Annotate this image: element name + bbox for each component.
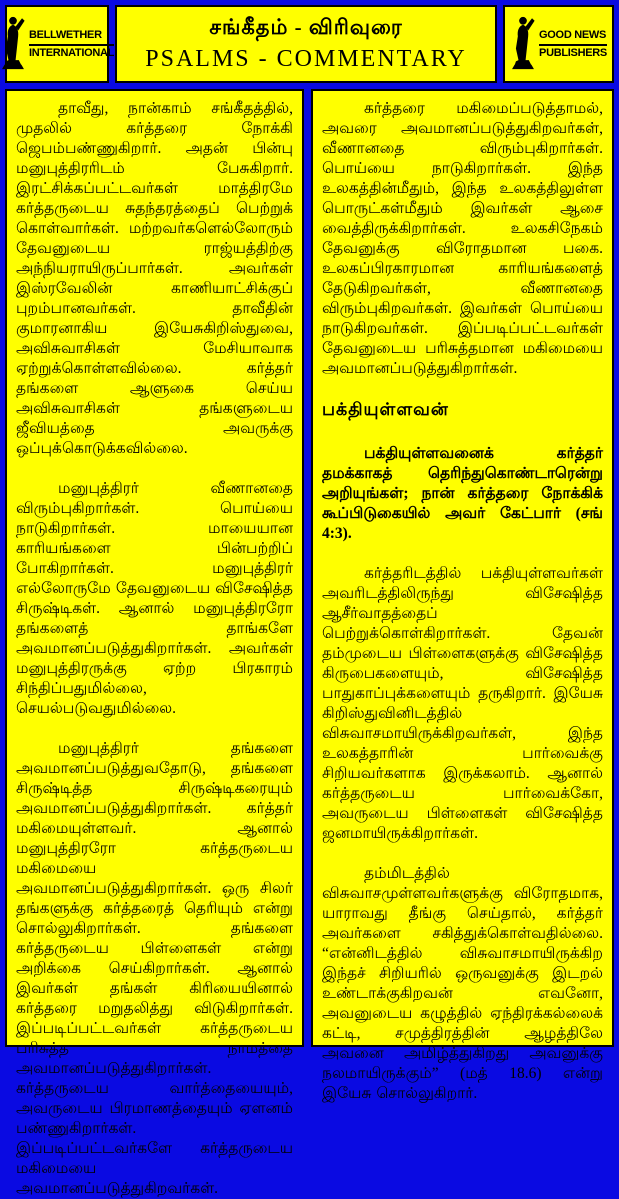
section-heading-devout: பக்தியுள்ளவன் <box>322 399 449 419</box>
left-paragraph-3: மனுபுத்திரர் தங்களை அவமானப்படுத்துவதோடு, தங்களை சிருஷ்டித்த சிருஷ்டிகரையும் அவமானப்படுத்துகிறார்கள். கர்த்தர் மகிமையுள்ளவர். ஆனால் மனுபுத்திரரோ கர்த்தருடைய மகிமையை அவமானப்படுத்துகிறார்கள். ஒரு சிலர் தங்களுக்கு கர்த்தரைத் தெரியும் என்று சொல்லுகிறார்கள். தங்களை கர்த்தருடைய பிள்ளைகள் என்று அறிக்கை செய்கிறார்கள். ஆனால் இவர்கள் தங்கள் கிரியையினால் கர்த்தரை மறுதலித்து விடுகிறார்கள். இப்படிப்பட்டவர்கள் கர்த்தருடைய பரிசுத்த நாமத்தை அவமானப்படுத்துகிறார்கள். கர்த்தருடைய வார்த்தையையும், அவருடைய பிரமாணத்தையும் ஏளனம் பண்ணுகிறார்கள். இப்படிப்பட்டவர்களே கர்த்தருடைய மகிமையை அவமானப்படுத்துகிறவர்கள். <box>16 740 293 1197</box>
right-paragraph-1: கர்த்தரிடத்தில் பக்தியுள்ளவர்கள் அவரிடத்திலிருந்து விசேஷித்த ஆசீர்வாதத்தைப் பெற்றுக்கொள்கிறார்கள். தேவன் தம்முடைய பிள்ளைகளுக்கு விசேஷித்த கிருபைகளையும், விசேஷித்த பாதுகாப்புக்களையும் தருகிறார். இயேசு கிறிஸ்துவினிடத்தில் விசுவாசமாயிருக்கிறவர்கள், இந்த உலகத்தாரின் பார்வைக்கு சிறியவர்களாக இருக்கலாம். ஆனால் கர்த்தருடைய பார்வைக்கோ, அவருடைய பிள்ளைகள் விசேஷித்த ஜனமாயிருக்கிறார்கள். <box>322 565 603 842</box>
right-paragraph-intro: கர்த்தரை மகிமைப்படுத்தாமல், அவரை அவமானப்படுத்துகிறவர்கள், வீணானதை விரும்புகிறார்கள். பொய்யை நாடுகிறார்கள். இந்த உலகத்தின்மீதும், இந்த உலகத்திலுள்ள பொருட்கள்மீதும் இவர்கள் ஆசை வைத்திருக்கிறார்கள். உலகசிநேகம் தேவனுக்கு விரோதமான பகை. உலகப்பிரகாரமான காரியங்களைத் தேடுகிறவர்கள், வீணானதை விரும்புகிறவர்கள். இவர்கள் பொய்யை நாடுகிறவர்கள். இப்படிப்பட்டவர்கள் தேவனுடைய பரிசுத்தமான மகிமையை அவமானப்படுத்துகிறார்கள். <box>322 100 603 377</box>
goodnews-logo-text <box>539 28 607 60</box>
page-title-english: PSALMS - COMMENTARY <box>145 46 467 72</box>
bellwether-logo-line1: BELLWETHER <box>29 28 114 45</box>
right-text-column <box>311 89 614 1102</box>
goodnews-logo <box>503 5 614 83</box>
goodnews-logo-line1: GOOD NEWS <box>539 28 607 45</box>
bellwether-logo-line2: INTERNATIONAL <box>28 46 115 59</box>
psalm-quote: பக்தியுள்ளவனைக் கர்த்தர் தமக்காகத் தெரிந்துகொண்டாரென்று அறியுங்கள்; நான் கர்த்தரை நோக்கிக் கூப்பிடுகையில் அவர் கேட்பார் (சங் 4:3). <box>322 445 603 542</box>
left-paragraph-1: தாவீது, நான்காம் சங்கீதத்தில், முதலில் கர்த்தரை நோக்கி ஜெபம்பண்ணுகிறார். அதன் பின்பு மனுபுத்திரரிடம் பேசுகிறார். இரட்சிக்கப்பட்டவர்கள் மாத்திரமே கர்த்தருடைய சுதந்தரத்தைப் பெற்றுக் கொள்வார்கள். மற்றவர்களெல்லோரும் தேவனுடைய ராஜ்யத்திற்கு அந்நியராயிருப்பார்கள். அவர்கள் இஸ்ரவேலின் காணியாட்சிக்குப் புறம்பானவர்கள். தாவீதின் குமாரனாகிய இயேசுகிறிஸ்துவை, அவிசுவாசிகள் மேசியாவாக ஏற்றுக்கொள்ளவில்லை. கர்த்தர் தங்களை ஆளுகை செய்ய அவிசுவாசிகள் தங்களுடைய ஜீவியத்தை அவருக்கு ஒப்புக்கொடுக்கவில்லை. <box>16 100 293 457</box>
goodnews-figure-icon <box>510 15 536 73</box>
left-paragraph-2: மனுபுத்திரர் வீணானதை விரும்புகிறார்கள். பொய்யை நாடுகிறார்கள். மாயையான காரியங்களை பின்பற்றிப் போகிறார்கள். மனுபுத்திரர் எல்லோருமே தேவனுடைய விசேஷித்த சிருஷ்டிகள். ஆனால் மனுபுத்திரரோ தங்களைத் தாங்களே அவமானப்படுத்துகிறார்கள். அவர்கள் மனுபுத்திரருக்கு ஏற்ற பிரகாரம் சிந்திப்பதுமில்லை, செயல்படுவதுமில்லை. <box>16 480 293 717</box>
page-title-tamil: சங்கீதம் - விரிவுரை <box>209 15 403 39</box>
left-text-column <box>5 89 304 1197</box>
bellwether-logo <box>5 5 115 83</box>
bellwether-figure-icon <box>0 15 26 73</box>
right-paragraph-2: தம்மிடத்தில் விசுவாசமுள்ளவர்களுக்கு விரோதமாக, யாராவது தீங்கு செய்தால், கர்த்தர் அவர்களை சகித்துக்கொள்வதில்லை. “என்னிடத்தில் விசுவாசமாயிருக்கிற இந்தச் சிறியரில் ஒருவனுக்கு இடறல் உண்டாக்குகிறவன் எவனோ, அவனுடைய கழுத்தில் ஏந்திரக்கல்லைக் கட்டி, சமுத்திரத்தின் ஆழத்திலே அவனை அமிழ்த்துகிறது அவனுக்கு நலமாயிருக்கும்” (மத் 18.6) என்று இயேசு சொல்லுகிறார். <box>322 865 603 1102</box>
page-title-panel <box>115 5 497 83</box>
bellwether-logo-text <box>29 28 114 60</box>
goodnews-logo-line2: PUBLISHERS <box>539 46 607 59</box>
